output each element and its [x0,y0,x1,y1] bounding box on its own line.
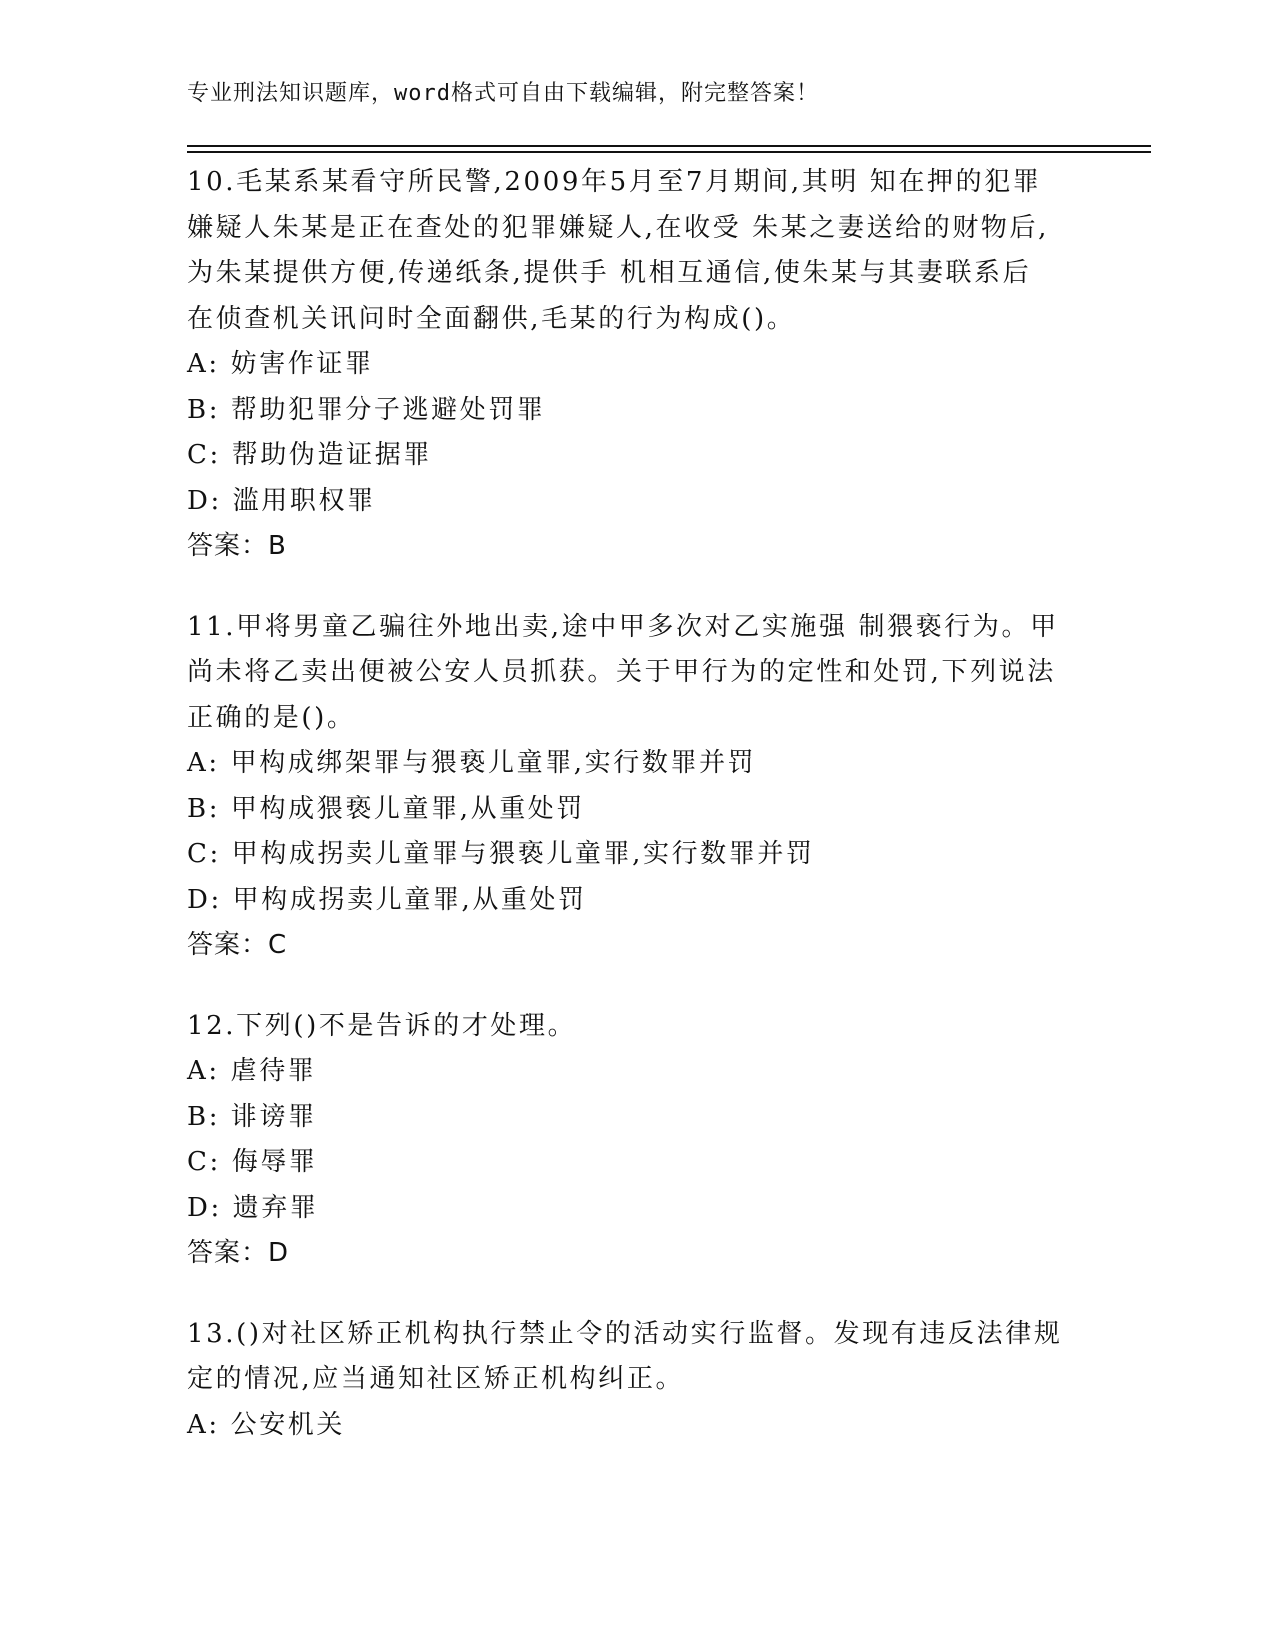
question-stem-line: 尚未将乙卖出便被公安人员抓获。关于甲行为的定性和处罚,下列说法 [187,657,1056,687]
option-a: A: 公安机关 [187,1409,346,1440]
option-a: A: 妨害作证罪 [187,349,374,379]
question-stem-line: 定的情况,应当通知社区矫正机构纠正。 [187,1364,685,1394]
question-12 [187,1004,1087,1277]
question-13 [187,1312,1087,1449]
question-stem-line: 10.毛某系某看守所民警,2009年5月至7月期间,其明 知在押的犯罪 [187,167,1042,197]
answer-line: 答案：C [187,930,288,960]
question-stem-line: 嫌疑人朱某是正在查处的犯罪嫌疑人,在收受 朱某之妻送给的财物后, [187,212,1049,243]
question-11 [187,605,1087,969]
header-divider-bottom [187,151,1151,153]
option-b: B: 诽谤罪 [187,1101,317,1132]
question-stem-line: 12.下列()不是告诉的才处理。 [187,1010,577,1041]
answer-line: 答案：D [187,1238,290,1268]
question-stem-line: 在侦查机关讯问时全面翻供,毛某的行为构成()。 [187,303,796,334]
question-list [187,160,1087,1483]
header-note: 专业刑法知识题库，word格式可自由下载编辑，附完整答案！ [187,81,819,106]
question-stem-line: 正确的是()。 [187,702,356,733]
option-a: A: 虐待罪 [187,1056,317,1086]
option-c: C: 侮辱罪 [187,1147,318,1177]
question-stem-line: 11.甲将男童乙骗往外地出卖,途中甲多次对乙实施强 制猥亵行为。甲 [187,611,1059,642]
option-d: D: 甲构成拐卖儿童罪,从重处罚 [187,884,587,915]
option-d: D: 滥用职权罪 [187,485,376,516]
option-c: C: 甲构成拐卖儿童罪与猥亵儿童罪,实行数罪并罚 [187,839,815,869]
option-b: B: 帮助犯罪分子逃避处罚罪 [187,394,546,425]
option-d: D: 遗弃罪 [187,1192,319,1223]
question-stem-line: 13.()对社区矫正机构执行禁止令的活动实行监督。发现有违反法律规 [187,1318,1063,1349]
question-stem-line: 为朱某提供方便,传递纸条,提供手 机相互通信,使朱某与其妻联系后 [187,258,1032,288]
option-c: C: 帮助伪造证据罪 [187,440,432,470]
answer-line: 答案：B [187,531,287,561]
option-a: A: 甲构成绑架罪与猥亵儿童罪,实行数罪并罚 [187,748,757,778]
question-10 [187,160,1087,570]
header-divider-top [187,145,1151,147]
option-b: B: 甲构成猥亵儿童罪,从重处罚 [187,793,585,824]
